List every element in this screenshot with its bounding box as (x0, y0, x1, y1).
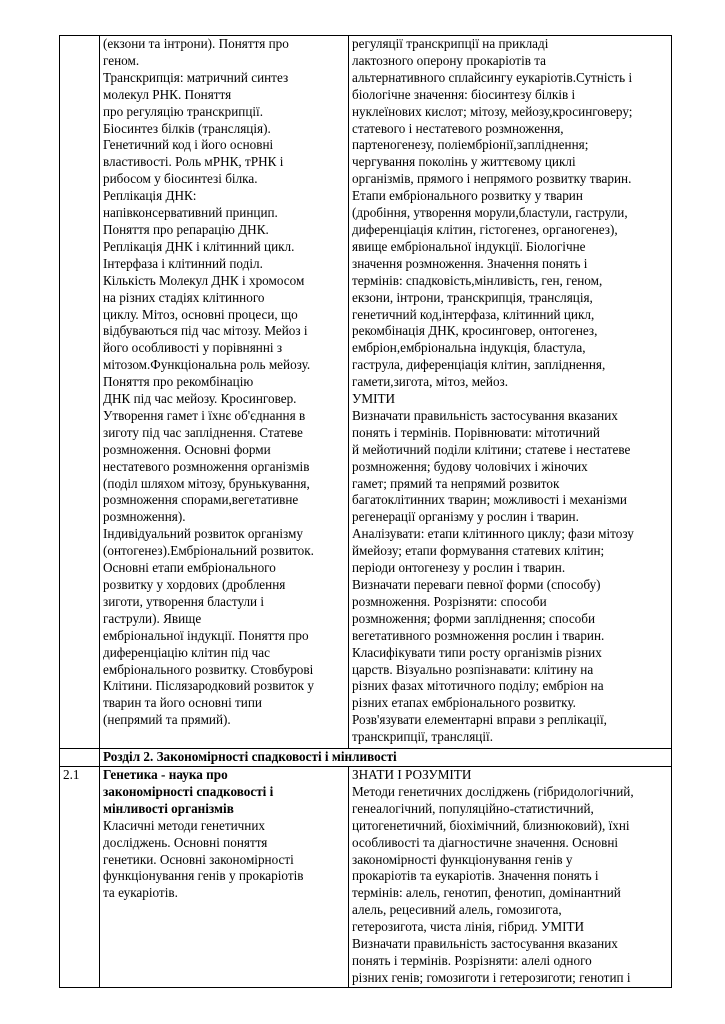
topic-title: Генетика - наука про закономірності спадковості і мінливості організмів (103, 766, 274, 816)
table-row (60, 36, 672, 749)
requirements-cell (349, 36, 672, 749)
skills-heading: УМІТИ (352, 391, 396, 407)
row-number: 2.1 (63, 766, 80, 782)
section-number-cell (60, 749, 100, 767)
content-text: Класичні методи генетичних досліджень. Основні поняття генетики. Основні закономірності функціонування генів у прокаріотів та еукаріотів. (103, 817, 304, 901)
knowledge-heading: ЗНАТИ І РОЗУМІТИ (352, 766, 472, 782)
row-number-cell (60, 766, 100, 987)
skills-text: Визначати правильність застосування вказаних понять і термінів. Порівнювати: мітотичний й мейотичний поділи клітини; статеве і нестатеве розмноження; будову чоловічих і жіночих гамет; прямий та непрямий розвиток багатоклітинних тварин; можливості і механізми регенерації організму у рослин і тварин. Аналізувати: етапи клітинного циклу; фази мітозу ймейозу; етапи формування статевих клітин; періоди онтогенезу у рослин і тварин. Визначати переваги певної форми (способу) розмноження. Розрізняти: способи розмноження; форми запліднення; способи вегетативного розмноження рослин і тварин. Класифікувати типи росту організмів різних царств. Візуально розпізнавати: клітину на різних фазах мітотичного поділу; ембріон на різних етапах ембріонального розвитку. Розв'язувати елементарні вправи з реплікації, транскрипції, трансляції. (352, 407, 634, 745)
content-cell (100, 766, 349, 987)
requirements-cell (349, 766, 672, 987)
requirements-text: регуляції транскрипції на прикладі лактозного оперону прокаріотів та альтернативного сплайсингу еукаріотів.Сутність і біологічне значення: біосинтезу білків і нуклеїнових кислот; мітозу, мейозу,кросинговеру; статевого і нестатевого розмноження, партеногенезу, поліембріонії,запліднення; чергування поколінь у життєвому циклі організмів, прямого і непрямого розвитку тварин. Етапи ембріонального розвитку у тварин (дробіння, утворення морули,бластули, гаструли, диференціація клітин, гістогенез, органогенез), явище ембріональної індукції. Біологічне значення розмноження. Значення понять і термінів: спадковість,мінливість, ген, геном, екзони, інтрони, транскрипція, трансляція, генетичний код,інтерфаза, клітинний цикл, рекомбінація ДНК, кросинговер, онтогенез, ембріон,ембріональна індукція, бластула, гаструла, диференціація клітин, запліднення, гамети,зигота, мітоз, мейоз. (352, 36, 633, 390)
curriculum-table (59, 35, 672, 988)
table-row (60, 766, 672, 987)
section-title-cell (100, 749, 672, 767)
requirements-text: Методи генетичних досліджень (гібридологічний, генеалогічний, популяційно-статистичний, цитогенетичний, біохімічний, близнюковий), їхні особливості та діагностичне значення. Основні закономірності функціонування генів у прокаріотів та еукаріотів. Значення понять і термінів: алель, генотип, фенотип, домінантний алель, рецесивний алель, гомозигота, гетерозигота, чиста лінія, гібрид. УМІТИ Визначати правильність застосування вказаних понять і термінів. Розрізняти: алелі одного різних генів; гомозиготи і гетерозиготи; генотип і (352, 783, 634, 985)
content-cell (100, 36, 349, 749)
row-number-cell (60, 36, 100, 749)
section-title: Розділ 2. Закономірності спадковості і мінливості (103, 749, 397, 765)
content-text: (екзони та інтрони). Поняття про геном. Транскрипція: матричний синтез молекул РНК. Поняття про регуляцію транскрипції. Біосинтез білків (трансляція). Генетичний код і його основні властивості. Роль мРНК, тРНК і рибосом у біосинтезі білка. Реплікація ДНК: напівконсервативний принцип. Поняття про репарацію ДНК. Реплікація ДНК і клітинний цикл. Інтерфаза і клітинний поділ. Кількість Молекул ДНК і хромосом на різних стадіях клітинного циклу. Мітоз, основні процеси, що відбуваються під час мітозу. Мейоз і його особливості у порівнянні з мітозом.Функціональна роль мейозу. Поняття про рекомбінацію ДНК під час мейозу. Кросинговер. Утворення гамет і їхнє об'єднання в зиготу під час запліднення. Статеве розмноження. Основні форми нестатевого розмноження організмів (поділ шляхом мітозу, брунькування, розмноження спорами,вегетативне розмноження). Індивідуальний розвиток організму (онтогенез).Ембріональний розвиток. Основні етапи ембріонального розвитку у хордових (дроблення зиготи, утворення бластули і гаструли). Явище ембріональної індукції. Поняття про диференціацію клітин під час ембріонального розвитку. Стовбурові Клітини. Післязародковий розвиток у тварин та його основні типи (непрямий та прямий). (103, 36, 314, 728)
section-row (60, 749, 672, 767)
